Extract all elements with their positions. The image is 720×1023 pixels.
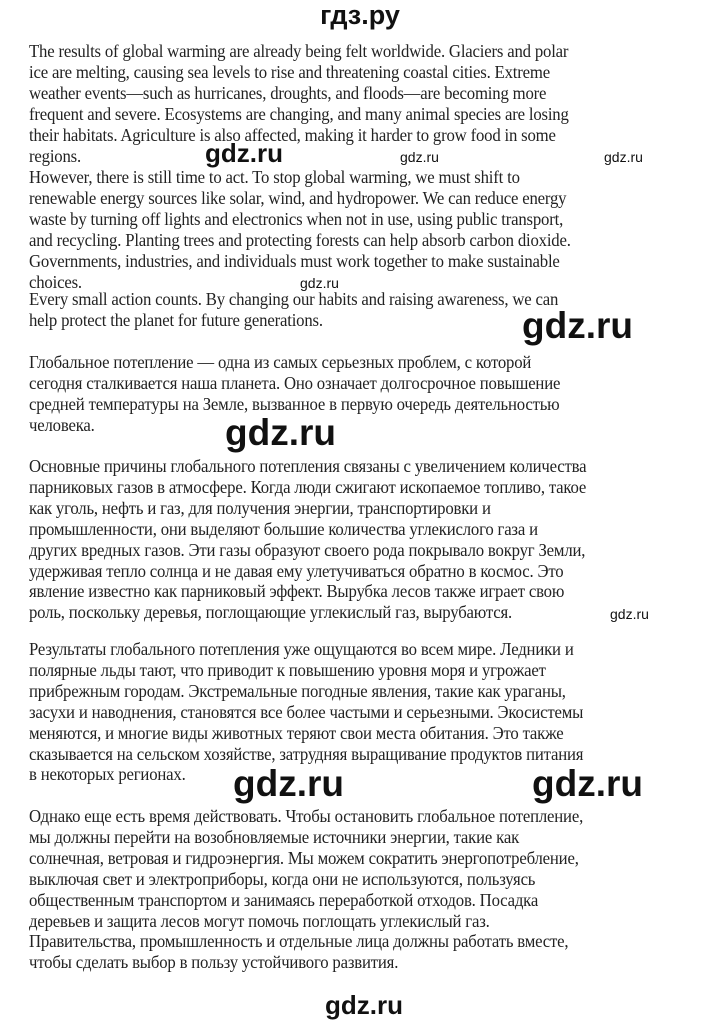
site-header-logo: гдз.ру: [320, 0, 400, 30]
watermark: gdz.ru: [233, 763, 344, 804]
text-line: However, there is still time to act. To stop global warming, we must shift to: [29, 167, 520, 187]
text-line: their habitats. Agriculture is also affected, making it harder to grow food in some: [29, 124, 556, 145]
watermark: gdz.ru: [300, 275, 339, 291]
text-line: общественным транспортом и занимаясь переработкой отходов. Посадка: [29, 889, 539, 910]
text-line: удерживая тепло солнца и не давая ему улетучиваться обратно в космос. Это: [29, 560, 564, 581]
text-line: Governments, industries, and individuals must work together to make sustainable: [29, 250, 560, 271]
text-line: мы должны перейти на возобновляемые источники энергии, такие как: [29, 826, 520, 847]
text-line: Глобальное потепление — одна из самых серьезных проблем, с которой: [29, 352, 532, 372]
text-line: полярные льды тают, что приводит к повышению уровня моря и угрожает: [29, 659, 546, 680]
text-line: человека.: [29, 414, 95, 435]
paragraph-ru-1: [29, 352, 661, 436]
text-line: The results of global warming are already being felt worldwide. Glaciers and polar: [29, 41, 569, 61]
watermark: gdz.ru: [532, 763, 643, 804]
text-line: средней температуры на Земле, вызванное в первую очередь деятельностью: [29, 393, 560, 414]
text-line: роль, поскольку деревья, поглощающие углекислый газ, вырубаются.: [29, 602, 512, 623]
text-line: солнечная, ветровая и гидроэнергия. Мы можем сократить энергопотребление,: [29, 847, 579, 868]
text-line: Результаты глобального потепления уже ощущаются во всем мире. Ледники и: [29, 639, 574, 659]
text-line: как уголь, нефть и газ, для получения энергии, транспортировки и: [29, 497, 491, 518]
text-line: Основные причины глобального потепления связаны с увеличением количества: [29, 456, 587, 476]
paragraph-en-1: [29, 41, 661, 166]
text-line: парниковых газов в атмосфере. Когда люди сжигают ископаемое топливо, такое: [29, 476, 587, 497]
text-line: choices.: [29, 271, 82, 292]
text-line: чтобы сделать выбор в пользу устойчивого развития.: [29, 952, 399, 973]
watermark: gdz.ru: [205, 138, 283, 168]
watermark: gdz.ru: [522, 305, 633, 346]
text-line: renewable energy sources like solar, wind, and hydropower. We can reduce energy: [29, 187, 567, 208]
paragraph-ru-4: [29, 806, 661, 973]
text-line: в некоторых регионах.: [29, 764, 186, 785]
text-line: help protect the planet for future generations.: [29, 309, 323, 330]
text-line: прибрежным городам. Экстремальные погодные явления, такие как ураганы,: [29, 680, 566, 701]
text-line: явление известно как парниковый эффект. Вырубка лесов также играет свою: [29, 581, 565, 602]
text-line: frequent and severe. Ecosystems are changing, and many animal species are losing: [29, 103, 569, 124]
paragraph-ru-2: [29, 456, 661, 623]
text-line: regions.: [29, 145, 81, 166]
text-line: Однако еще есть время действовать. Чтобы остановить глобальное потепление,: [29, 806, 584, 826]
text-line: Правительства, промышленность и отдельные лица должны работать вместе,: [29, 931, 569, 952]
watermark: gdz.ru: [400, 149, 439, 165]
paragraph-en-2: [29, 167, 661, 292]
watermark: gdz.ru: [325, 990, 403, 1020]
watermark: gdz.ru: [610, 606, 649, 622]
watermark: gdz.ru: [225, 412, 336, 453]
text-line: других вредных газов. Эти газы образуют своего рода покрывало вокруг Земли,: [29, 539, 586, 560]
text-line: деревьев и защита лесов могут помочь поглощать углекислый газ.: [29, 910, 490, 931]
text-line: выключая свет и электроприборы, когда они не используются, пользуясь: [29, 868, 536, 889]
text-line: меняются, и многие виды животных теряют свои места обитания. Это также: [29, 722, 564, 743]
text-line: ice are melting, causing sea levels to rise and threatening coastal cities. Extreme: [29, 61, 550, 82]
text-line: сегодня сталкивается наша планета. Оно означает долгосрочное повышение: [29, 372, 561, 393]
text-line: засухи и наводнения, становятся все более частыми и серьезными. Экосистемы: [29, 701, 584, 722]
text-line: waste by turning off lights and electronics when not in use, using public transport,: [29, 208, 564, 229]
text-line: and recycling. Planting trees and protecting forests can help absorb carbon dioxide.: [29, 229, 571, 250]
watermark: gdz.ru: [604, 149, 643, 165]
text-line: Every small action counts. By changing our habits and raising awareness, we can: [29, 289, 559, 309]
text-line: weather events—such as hurricanes, droughts, and floods—are becoming more: [29, 82, 547, 103]
text-line: сказывается на сельском хозяйстве, затрудняя выращивание продуктов питания: [29, 743, 584, 764]
text-line: промышленности, они выделяют большие количества углекислого газа и: [29, 518, 538, 539]
